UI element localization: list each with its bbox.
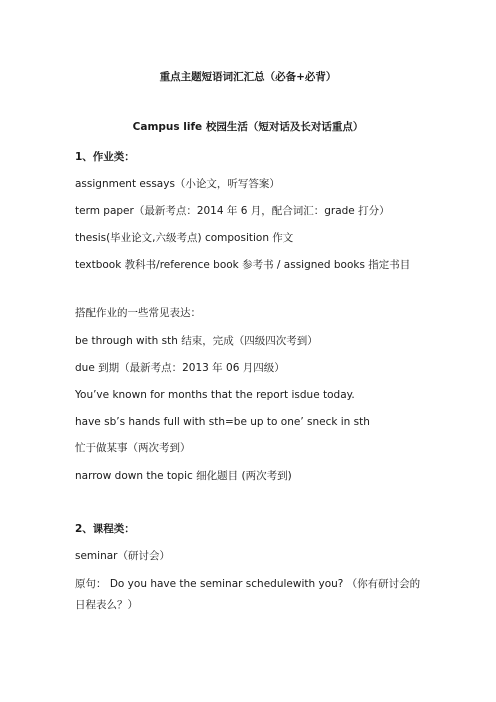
section-intro: 搭配作业的一些常见表达： [75,307,201,319]
text-line: have sb’s hands full with sth=be up to one’ sneck in sth [75,416,370,428]
text-line: textbook 教科书/reference book 参考书 / assigned books 指定书目 [75,259,411,271]
text-line: due 到期（最新考点：2013 年 06 月四级） [75,362,285,374]
document-title: 重点主题短语词汇汇总（必备+必背） [159,71,337,83]
text-line: term paper（最新考点：2014 年 6 月，配合词汇：grade 打分） [75,205,390,217]
section-heading-homework: 1、作业类： [75,151,135,163]
text-line: You’ve known for months that the report isdue today. [75,389,355,401]
text-line: thesis(毕业论文,六级考点) composition 作文 [75,232,294,244]
document-subtitle: Campus life 校园生活（短对话及长对话重点） [132,121,364,133]
section-heading-courses: 2、课程类： [75,523,135,535]
text-line: be through with sth 结束，完成（四级四次考到） [75,335,318,347]
text-line: 忙于做某事（两次考到） [75,442,191,454]
text-line: seminar（研讨会） [75,550,170,562]
text-line: 原句： Do you have the seminar schedulewith you? （你有研讨会的日程表么？） [75,578,421,611]
text-line: assignment essays（小论文，听写答案） [75,178,280,190]
text-line: narrow down the topic 细化题目 (两次考到) [75,470,292,482]
